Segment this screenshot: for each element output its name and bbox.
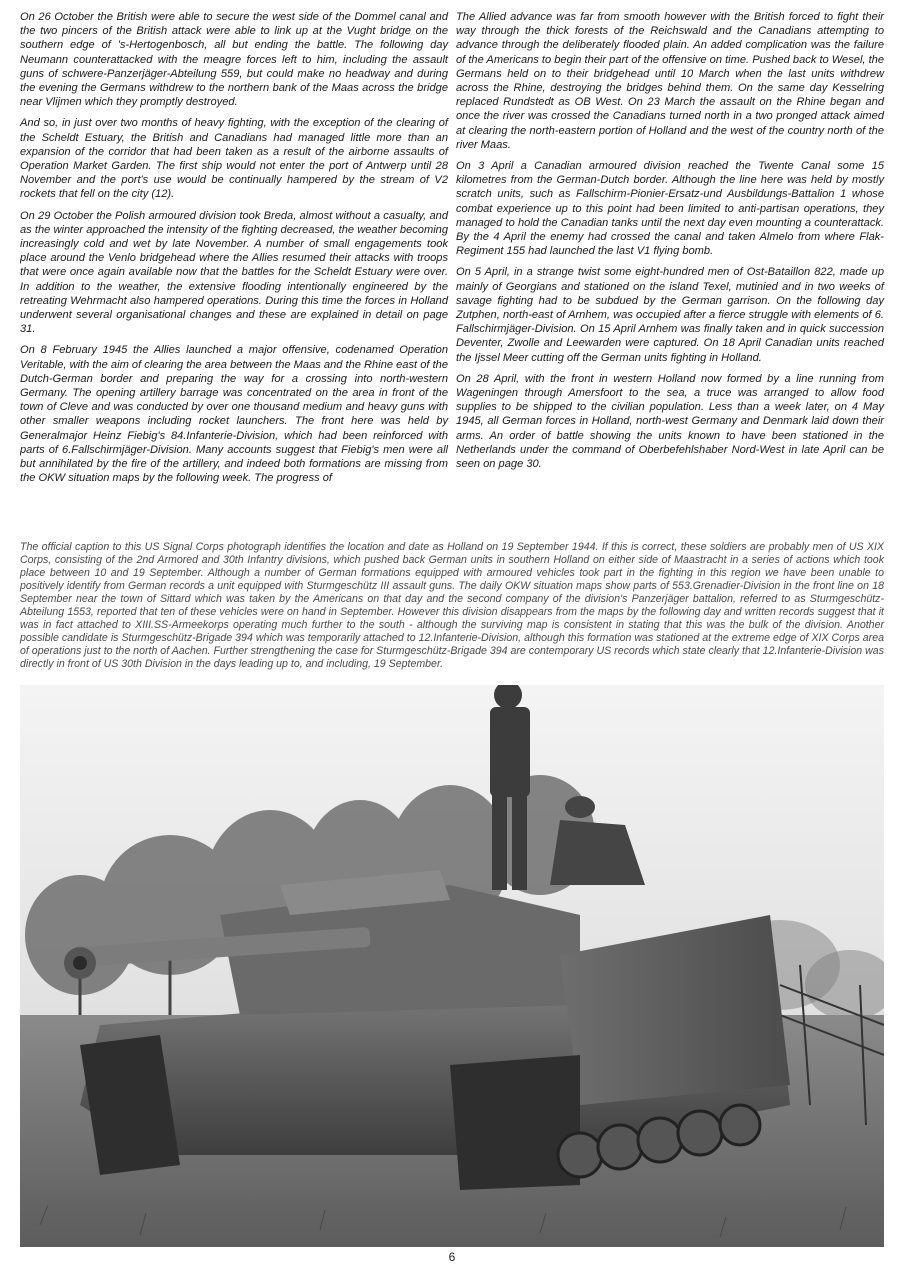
paragraph: On 5 April, in a strange twist some eight-hundred men of Ost-Bataillon 822, made up mainly of Georgians and stationed on the island Texel, mutinied and in two weeks of savage fighting had to be subdued by the German garrison. On the following day Zutphen, north-east of Arnhem, was occupied after a fierce struggle with elements of 6. Fallschirmjäger-Division. On 15 April Arnhem was finally taken and in quick succession Deventer, Zwolle and Leewarden were captured. On 18 April Canadian units reached the Ijssel Meer cutting off the German units fighting in Holland. <box>456 266 884 364</box>
paragraph: On 28 April, with the front in western Holland now formed by a line running from Wageningen through Amersfoort to the sea, a truce was arranged to allow food supplies to be shipped to the civilian population. Less than a week later, on 4 May 1945, all German forces in Holland, north-west Germany and Denmark laid down their arms. An order of battle showing the units known to have been stationed in the Netherlands under the command of Oberbefehlshaber Nord-West in late April can be seen on page 30. <box>456 372 884 471</box>
paragraph: On 3 April a Canadian armoured division reached the Twente Canal some 15 kilometres from the German-Dutch border. Although the line here was held by mostly scratch units, such as Fallschirm-Pionier-Ersatz-und Ausbildungs-Battalion 1 whose combat experience up to this point had been limited to anti-partisan operations, they managed to hold the Canadian tanks until the next day even mounting a counterattack. By the 4 April the enemy had crossed the canal and taken Almelo from where Flak-Regiment 155 had launched the last V1 flying bomb. <box>456 160 884 258</box>
paragraph: On 26 October the British were able to secure the west side of the Dommel canal and the two pincers of the British attack were able to link up at the Vught bridge on the southern edge of 's-Hertogenbosch, all but ending the battle. The following day Neumann counterattacked with the meagre forces left to him, including the assault guns of schwere-Panzerjäger-Abteilung 559, but could make no headway and during the evening the Germans withdrew to the northern bank of the Maas across the bridge near Vlijmen which they promptly destroyed. <box>20 11 448 109</box>
photo-caption: The official caption to this US Signal Corps photograph identifies the location and date as Holland on 19 September 1944. If this is correct, these soldiers are probably men of US XIX Corps, consisting of the 2nd Armored and 30th Infantry divisions, which pushed back German units in southern Holland on either side of Maastracht in a series of actions which took place between 10 and 19 September. Although a number of German formations equipped with armoured vehicles took part in the fighting in this region we have been unable to positively identify from German records a unit equipped with Sturmgeschütz III assault guns. The daily OKW situation maps show parts of 553.Grenadier-Division in the front line on 18 September near the town of Sittard which was taken by the Americans on that day and the second company of the division's Panzerjäger battalion, referred to as Sturmgeschütz-Abteilung 1553, reported that ten of these vehicles were on hand in September. However this division disappears from the maps by the following day and written records suggest that it was in fact attached to XIII.SS-Armeekorps operating much further to the south - although the surviving map is consistent in stating that this was the bulk of the division. Another possible candidate is Sturmgeschütz-Brigade 394 which was temporarily attached to 12.Infanterie-Division, although this formation was stationed at the extreme edge of XIX Corps area of operations just to the north of Aachen. Further strengthening the case for Sturmgeschütz-Brigade 394 are contemporary US records which state clearly that 12.Infanterie-Division was directly in front of US 30th Division in the days leading up to, and including, 19 September. <box>20 541 884 670</box>
assault-gun-photo <box>20 685 884 1247</box>
paragraph: And so, in just over two months of heavy fighting, with the exception of the clearing of the Scheldt Estuary, the British and Canadians had managed little more than an expansion of the corridor that had been taken as a result of the airborne assaults of Operation Market Garden. The first ship would not enter the port of Antwerp until 28 November and the port's use would be continually hampered by the stream of V2 rockets that fell on the city (12). <box>20 117 448 201</box>
left-text-column <box>20 10 448 493</box>
right-text-column <box>456 10 884 478</box>
page-number: 6 <box>448 1250 456 1264</box>
paragraph: The Allied advance was far from smooth however with the British forced to fight their way through the thick forests of the Reichswald and the Canadians attempting to advance through the deliberately flooded plain. An added complication was the failure of the Americans to begin their part of the offensive on time. Pushed back to Wesel, the Germans held on to their bridgehead until 10 March when the last units withdrew across the Rhine, destroying the bridges behind them. On the same day Kesselring replaced Rundstedt as OB West. On 23 March the assault on the Rhine began and once the river was crossed the Canadians turned north in a two pronged attack aimed at clearing the north-eastern portion of Holland and the west of the country north of the river Maas. <box>456 11 884 151</box>
paragraph: On 29 October the Polish armoured division took Breda, almost without a casualty, and as the winter approached the intensity of the fighting decreased, the weather becoming increasingly cold and wet by late November. A number of small engagements took place around the Venlo bridgehead where the Allies resumed their attacks with troops that were once again available now that the battles for the Scheldt Estuary were over. In addition to the weather, the extensive flooding intentionally engineered by the retreating Wehrmacht also hampered operations. During this time the forces in Holland underwent several organisational changes and these are explained in detail on page 31. <box>20 209 448 336</box>
paragraph: On 8 February 1945 the Allies launched a major offensive, codenamed Operation Veritable, with the aim of clearing the area between the Maas and the Rhine east of the Dutch-German border and preparing the way for a crossing into north-western Germany. The opening artillery barrage was concentrated on the area in front of the town of Cleve and was conducted by over one thousand medium and heavy guns with other smaller weapons including rocket launchers. The front here was held by Generalmajor Heinz Fiebig's 84.Infanterie-Division, which had been reinforced with parts of 6.Fallschirmjäger-Division. Many accounts suggest that Fiebig's men were all but annihilated by the fire of the artillery, and indeed both formations are missing from the OKW situation maps by the following week. The progress of <box>20 344 448 485</box>
